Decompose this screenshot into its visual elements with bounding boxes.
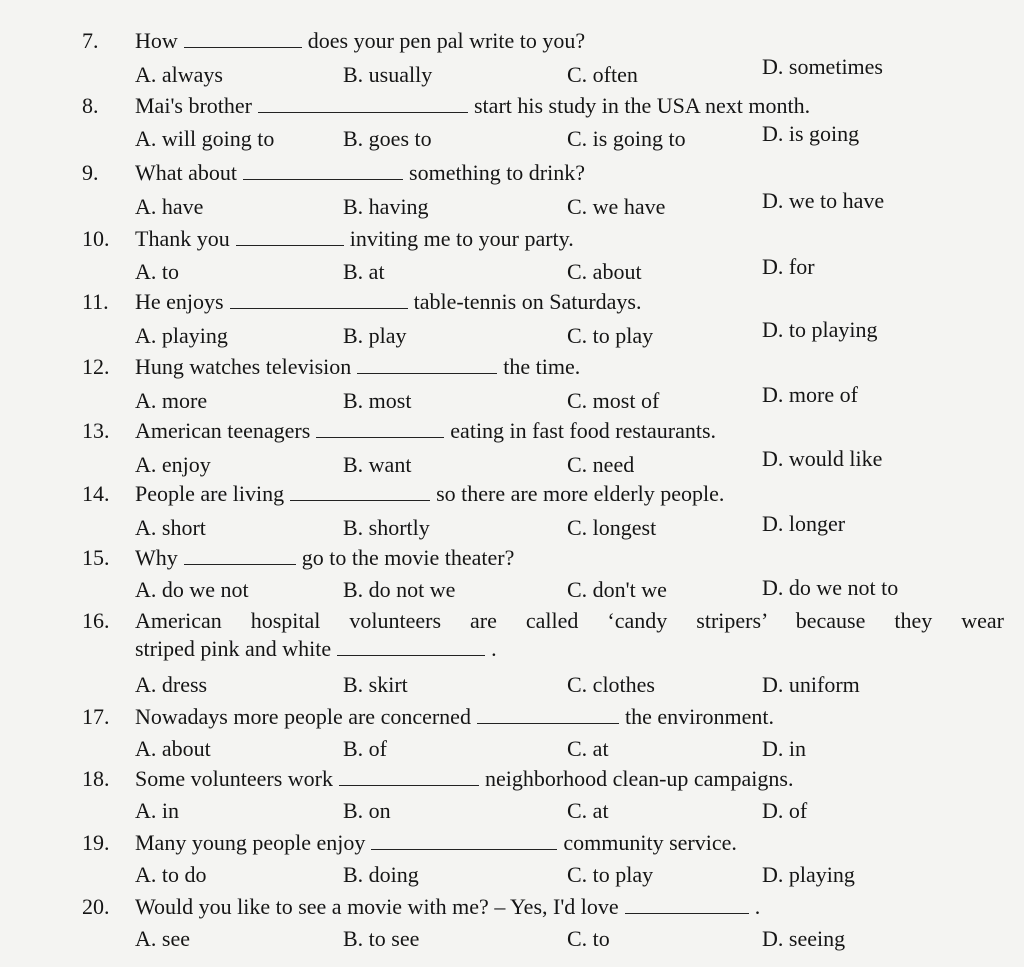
- option-a[interactable]: A. do we not: [135, 577, 249, 602]
- option-a[interactable]: A. enjoy: [135, 452, 211, 477]
- question-number: 8.: [82, 93, 99, 118]
- option-c[interactable]: C. need: [567, 452, 635, 477]
- answer-blank[interactable]: [243, 163, 403, 180]
- question-line-1: American hospital volunteers are called ‘candy stripers’ because they wear: [135, 608, 1004, 633]
- option-c[interactable]: C. often: [567, 62, 638, 87]
- answer-blank[interactable]: [316, 421, 444, 438]
- option-d[interactable]: D. to playing: [762, 317, 878, 342]
- question-stem: Hung watches television the time.: [135, 354, 581, 379]
- option-b[interactable]: B. to see: [343, 926, 420, 951]
- question-number: 9.: [82, 160, 99, 185]
- option-b[interactable]: B. on: [343, 798, 391, 823]
- question-8: [0, 93, 1024, 157]
- option-a[interactable]: A. about: [135, 736, 211, 761]
- question-line-2: striped pink and white .: [135, 636, 497, 661]
- question-stem: Mai's brother start his study in the USA next month.: [135, 93, 811, 118]
- option-a[interactable]: A. short: [135, 515, 206, 540]
- option-c[interactable]: C. we have: [567, 194, 666, 219]
- answer-blank[interactable]: [236, 229, 344, 246]
- answer-blank[interactable]: [184, 31, 302, 48]
- option-c[interactable]: C. at: [567, 798, 609, 823]
- question-number: 13.: [82, 418, 110, 443]
- question-stem: People are living so there are more elderly people.: [135, 481, 725, 506]
- option-d[interactable]: D. playing: [762, 862, 855, 887]
- question-stem: Some volunteers work neighborhood clean-up campaigns.: [135, 766, 794, 791]
- option-d[interactable]: D. longer: [762, 511, 846, 536]
- option-d[interactable]: D. would like: [762, 446, 883, 471]
- option-b[interactable]: B. play: [343, 323, 407, 348]
- question-stem: How does your pen pal write to you?: [135, 28, 586, 53]
- option-a[interactable]: A. will going to: [135, 126, 275, 151]
- question-12: [0, 354, 1024, 418]
- question-16: [0, 608, 1024, 704]
- option-d[interactable]: D. in: [762, 736, 806, 761]
- option-b[interactable]: B. most: [343, 388, 412, 413]
- question-stem: He enjoys table-tennis on Saturdays.: [135, 289, 642, 314]
- question-stem: American teenagers eating in fast food restaurants.: [135, 418, 717, 443]
- question-9: [0, 160, 1024, 224]
- question-number: 15.: [82, 545, 110, 570]
- question-number: 14.: [82, 481, 110, 506]
- option-c[interactable]: C. most of: [567, 388, 660, 413]
- answer-blank[interactable]: [357, 357, 497, 374]
- question-number: 17.: [82, 704, 110, 729]
- option-b[interactable]: B. doing: [343, 862, 419, 887]
- question-stem: What about something to drink?: [135, 160, 586, 185]
- question-stem: [135, 608, 1004, 664]
- answer-blank[interactable]: [337, 639, 485, 656]
- question-number: 18.: [82, 766, 110, 791]
- answer-blank[interactable]: [230, 292, 408, 309]
- question-stem: Why go to the movie theater?: [135, 545, 515, 570]
- option-a[interactable]: A. in: [135, 798, 179, 823]
- question-stem: Thank you inviting me to your party.: [135, 226, 574, 251]
- option-d[interactable]: D. more of: [762, 382, 858, 407]
- option-d[interactable]: D. we to have: [762, 188, 885, 213]
- answer-blank[interactable]: [258, 96, 468, 113]
- question-19: [0, 830, 1024, 894]
- option-c[interactable]: C. longest: [567, 515, 657, 540]
- question-15: [0, 545, 1024, 609]
- option-b[interactable]: B. usually: [343, 62, 433, 87]
- question-number: 16.: [82, 608, 110, 633]
- question-number: 19.: [82, 830, 110, 855]
- option-a[interactable]: A. have: [135, 194, 204, 219]
- option-b[interactable]: B. having: [343, 194, 429, 219]
- option-c[interactable]: C. to: [567, 926, 610, 951]
- option-b[interactable]: B. skirt: [343, 672, 408, 697]
- question-stem: Nowadays more people are concerned the environment.: [135, 704, 775, 729]
- answer-blank[interactable]: [184, 548, 296, 565]
- option-d[interactable]: D. is going: [762, 121, 860, 146]
- question-18: [0, 766, 1024, 830]
- option-b[interactable]: B. at: [343, 259, 385, 284]
- option-c[interactable]: C. to play: [567, 862, 654, 887]
- answer-blank[interactable]: [371, 833, 557, 850]
- question-stem: Would you like to see a movie with me? – Yes, I'd love .: [135, 894, 761, 919]
- question-number: 12.: [82, 354, 110, 379]
- option-a[interactable]: A. more: [135, 388, 208, 413]
- option-c[interactable]: C. don't we: [567, 577, 667, 602]
- question-14: [0, 481, 1024, 545]
- option-d[interactable]: D. for: [762, 254, 815, 279]
- question-number: 11.: [82, 289, 109, 314]
- option-c[interactable]: C. to play: [567, 323, 654, 348]
- option-c[interactable]: C. is going to: [567, 126, 686, 151]
- answer-blank[interactable]: [290, 484, 430, 501]
- answer-blank[interactable]: [339, 769, 479, 786]
- option-c[interactable]: C. at: [567, 736, 609, 761]
- option-c[interactable]: C. clothes: [567, 672, 655, 697]
- answer-blank[interactable]: [477, 707, 619, 724]
- option-c[interactable]: C. about: [567, 259, 642, 284]
- option-a[interactable]: A. to: [135, 259, 179, 284]
- option-b[interactable]: B. goes to: [343, 126, 432, 151]
- option-b[interactable]: B. shortly: [343, 515, 430, 540]
- option-a[interactable]: A. always: [135, 62, 223, 87]
- option-b[interactable]: B. of: [343, 736, 387, 761]
- option-b[interactable]: B. want: [343, 452, 412, 477]
- option-a[interactable]: A. see: [135, 926, 190, 951]
- option-d[interactable]: D. of: [762, 798, 808, 823]
- option-a[interactable]: A. playing: [135, 323, 228, 348]
- option-d[interactable]: D. seeing: [762, 926, 846, 951]
- option-a[interactable]: A. dress: [135, 672, 208, 697]
- option-d[interactable]: D. uniform: [762, 672, 860, 697]
- question-number: 20.: [82, 894, 110, 919]
- question-stem: Many young people enjoy community service.: [135, 830, 737, 855]
- answer-blank[interactable]: [625, 897, 749, 914]
- question-13: [0, 418, 1024, 482]
- option-d[interactable]: D. do we not to: [762, 575, 899, 600]
- option-a[interactable]: A. to do: [135, 862, 207, 887]
- question-7: [0, 28, 1024, 92]
- question-number: 7.: [82, 28, 99, 53]
- question-20: [0, 894, 1024, 958]
- question-11: [0, 289, 1024, 353]
- question-10: [0, 226, 1024, 290]
- option-b[interactable]: B. do not we: [343, 577, 456, 602]
- question-number: 10.: [82, 226, 110, 251]
- question-17: [0, 704, 1024, 768]
- option-d[interactable]: D. sometimes: [762, 54, 883, 79]
